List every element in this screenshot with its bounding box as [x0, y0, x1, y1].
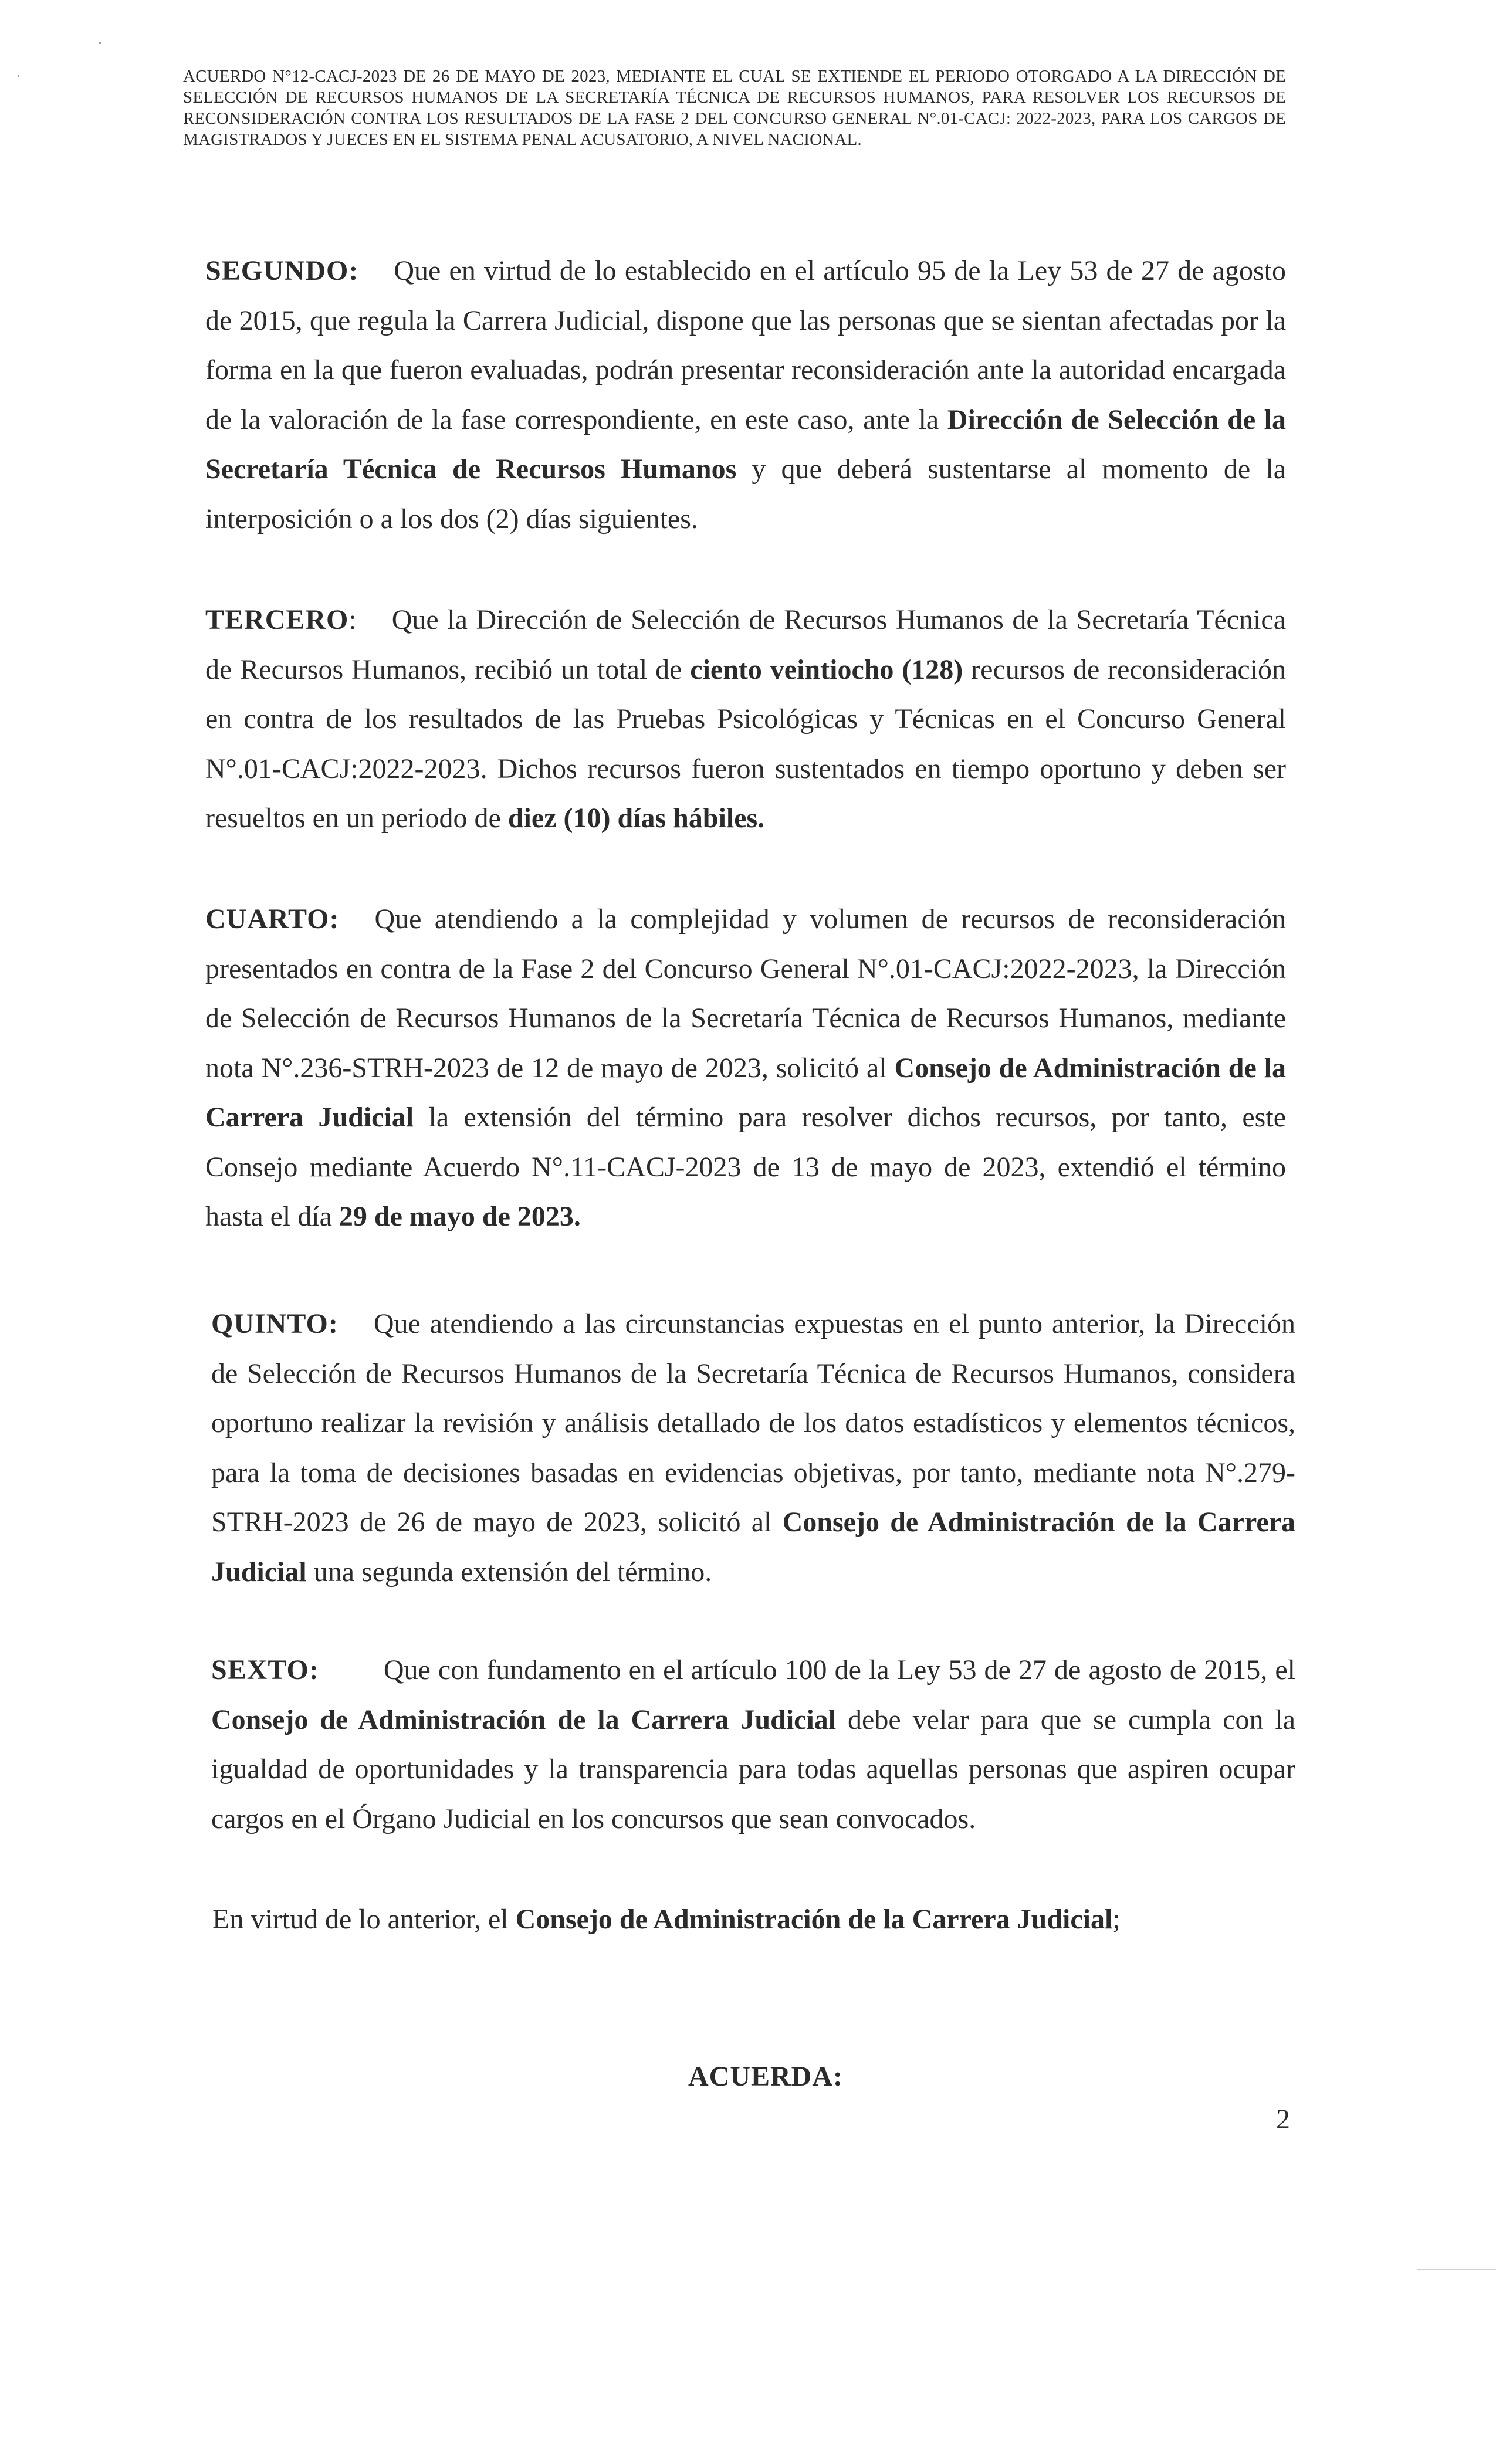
heading-tercero: TERCERO	[205, 604, 349, 635]
tercero-bold-2: diez (10) días hábiles.	[507, 803, 765, 834]
document-header: ACUERDO N°12-CACJ-2023 DE 26 DE MAYO DE 2023, MEDIANTE EL CUAL SE EXTIENDE EL PERIODO OTORGADO A LA DIRECCIÓN DE SELECCIÓN DE RECURSOS HUMANOS DE LA SECRETARÍA TÉCNICA DE RECURSOS HUMANOS, PARA RESOLVER LOS RECURSOS DE RECONSIDERACIÓN CONTRA LOS RESULTADOS DE LA FASE 2 DEL CONCURSO GENERAL N°.01-CACJ: 2022-2023, PARA LOS CARGOS DE MAGISTRADOS Y JUECES EN EL SISTEMA PENAL ACUSATORIO, A NIVEL NACIONAL.	[183, 67, 1286, 149]
tercero-text-2: recursos de reconsideración en contra de los resultados de las Pruebas Psicológicas y Técnicas en el Concurso General N°.01-CACJ:2022-2023. Dichos recursos fueron sustentados en tiempo oportuno y deben ser resueltos en un periodo de	[205, 654, 1287, 834]
paragraph-conclusion	[212, 1895, 1297, 1945]
paragraph-segundo	[205, 246, 1286, 544]
conclusion-text-1: En virtud de lo anterior, el	[212, 1904, 516, 1935]
paragraph-cuarto	[205, 895, 1286, 1242]
heading-cuarto: CUARTO:	[205, 903, 340, 935]
scan-speck	[99, 42, 101, 44]
tercero-text-1: Que la Dirección de Selección de Recursos Humanos de la Secretaría Técnica de Recursos Humanos, recibió un total de	[205, 604, 1286, 685]
segundo-bold-1: Dirección de Selección de la Secretaría Técnica de Recursos Humanos	[205, 404, 1287, 485]
heading-quinto: QUINTO:	[211, 1308, 339, 1339]
scan-speck	[18, 75, 19, 77]
sexto-bold-1: Consejo de Administración de la Carrera Judicial	[211, 1704, 837, 1735]
cuarto-text-1: Que atendiendo a la complejidad y volumen de recursos de reconsideración presentados en contra de la Fase 2 del Concurso General N°.01-CACJ:2022-2023, la Dirección de Selección de Recursos Humanos de la Secretaría Técnica de Recursos Humanos, mediante nota N°.236-STRH-2023 de 12 de mayo de 2023, solicitó al	[205, 903, 1286, 1084]
conclusion-bold-1: Consejo de Administración de la Carrera Judicial	[515, 1904, 1113, 1935]
segundo-text-2: y que deberá sustentarse al momento de la interposición o a los dos (2) días siguientes.	[205, 453, 1286, 534]
acuerda-heading: ACUERDA:	[688, 2061, 843, 2092]
segundo-text-1: Que en virtud de lo establecido en el artículo 95 de la Ley 53 de 27 de agosto de 2015, que regula la Carrera Judicial, dispone que las personas que se sientan afectadas por la forma en la que fueron evaluadas, podrán presentar reconsideración ante la autoridad encargada de la valoración de la fase correspondiente, en este caso, ante la	[205, 255, 1286, 435]
tercero-bold-1: ciento veintiocho (128)	[690, 654, 963, 685]
paragraph-tercero	[205, 595, 1286, 844]
tercero-colon: :	[348, 604, 357, 635]
scan-edge-line	[1417, 2269, 1496, 2270]
cuarto-bold-1: Consejo de Administración de la Carrera Judicial	[205, 1052, 1287, 1133]
conclusion-text-2: ;	[1112, 1904, 1121, 1935]
sexto-text-2: debe velar para que se cumpla con la igualdad de oportunidades y la transparencia para todas aquellas personas que aspiren ocupar cargos en el Órgano Judicial en los concursos que sean convocados.	[211, 1704, 1296, 1835]
heading-segundo: SEGUNDO:	[205, 255, 359, 286]
quinto-text-2: una segunda extensión del término.	[306, 1556, 712, 1588]
page-number: 2	[1276, 2104, 1290, 2135]
quinto-bold-1: Consejo de Administración de la Carrera Judicial	[211, 1507, 1296, 1588]
sexto-text-1: Que con fundamento en el artículo 100 de la Ley 53 de 27 de agosto de 2015, el	[383, 1654, 1295, 1685]
cuarto-bold-2: 29 de mayo de 2023.	[339, 1201, 581, 1232]
heading-sexto: SEXTO:	[211, 1654, 319, 1685]
paragraph-quinto	[211, 1299, 1295, 1597]
cuarto-text-2: la extensión del término para resolver dichos recursos, por tanto, este Consejo mediante Acuerdo N°.11-CACJ-2023 de 13 de mayo de 2023, extendió el término hasta el día	[205, 1102, 1287, 1232]
paragraph-sexto	[211, 1646, 1295, 1844]
quinto-text-1: Que atendiendo a las circunstancias expuestas en el punto anterior, la Dirección de Selección de Recursos Humanos de la Secretaría Técnica de Recursos Humanos, considera oportuno realizar la revisión y análisis detallado de los datos estadísticos y elementos técnicos, para la toma de decisiones basadas en evidencias objetivas, por tanto, mediante nota N°.279-STRH-2023 de 26 de mayo de 2023, solicitó al	[211, 1308, 1295, 1538]
